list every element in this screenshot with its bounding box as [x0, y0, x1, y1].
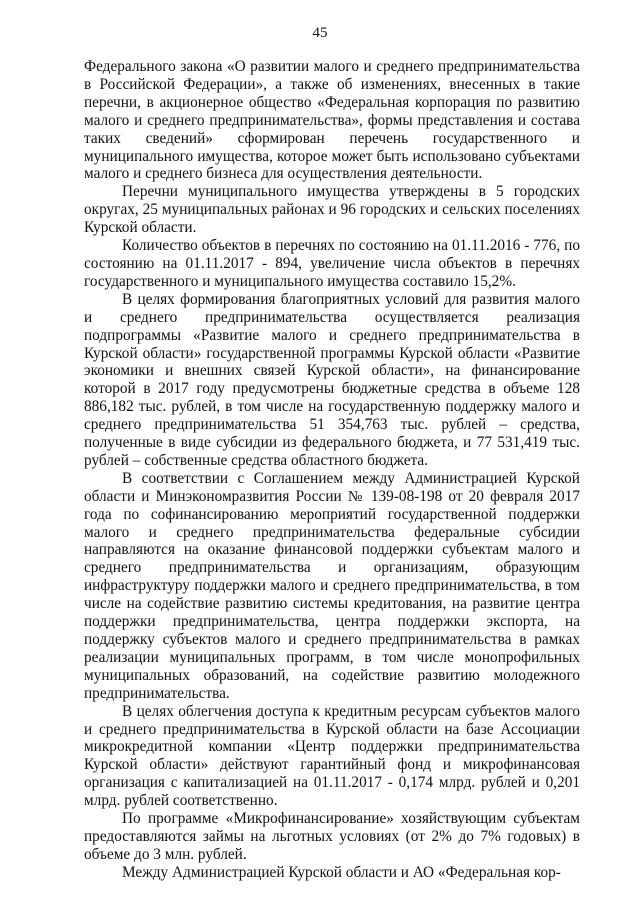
paragraph-4: В целях формирования благоприятных условий для развития малого и среднего предпринимательства осуществляется реализация подпрограммы «Развитие малого и среднего предпринимательства в Курской области» государственной программы Курской области «Развитие экономики и внешних связей Курской области», на финансирование которой в 2017 году предусмотрены бюджетные средства в объеме 128 886,182 тыс. рублей, в том числе на государственную поддержку малого и среднего предпринимательства 51 354,763 тыс. рублей – средства, полученные в виде субсидии из федерального бюджета, и 77 531,419 тыс. рублей – собственные средства областного бюджета.: [84, 290, 580, 469]
paragraph-7: По программе «Микрофинансирование» хозяйствующим субъектам предоставляются займы на льготных условиях (от 2% до 7% годовых) в объеме до 3 млн. рублей.: [84, 810, 580, 863]
paragraph-8: Между Администрацией Курской области и АО «Федеральная кор-: [122, 863, 561, 881]
paragraph-2: Перечни муниципального имущества утверждены в 5 городских округах, 25 муниципальных районах и 96 городских и сельских поселениях Курской области.: [84, 183, 580, 237]
paragraph-5: В соответствии с Соглашением между Администрацией Курской области и Минэкономразвития России № 139-08-198 от 20 февраля 2017 года по софинансированию мероприятий государственной поддержки малого и среднего предпринимательства федеральные субсидии направляются на оказание финансовой поддержки субъектам малого и среднего предпринимательства и организациям, образующим инфраструктуру поддержки малого и среднего предпринимательства, в том числе на содействие развитию системы кредитования, на развитие центра поддержки предпринимательства, центра поддержки экспорта, на поддержку субъектов малого и среднего предпринимательства в рамках реализации муниципальных программ, в том числе монопрофильных муниципальных образований, на содействие развитию молодежного предпринимательства.: [84, 469, 580, 702]
body-text: [84, 58, 580, 882]
paragraph-3: Количество объектов в перечнях по состоянию на 01.11.2016 - 776, по состоянию на 01.11.2017 - 894, увеличение числа объектов в перечнях государственного и муниципального имущества составило 15,2%.: [84, 237, 580, 290]
page-number: 45: [312, 25, 328, 41]
paragraph-1: Федерального закона «О развитии малого и среднего предпринимательства в Российской Федерации», а также об изменениях, внесенных в такие перечни, в акционерное общество «Федеральная корпорация по развитию малого и среднего предпринимательства», формы представления и состава таких сведений» сформирован перечень государственного и муниципального имущества, которое может быть использовано субъектами малого и среднего бизнеса для осуществления деятельности.: [84, 58, 580, 183]
paragraph-6: В целях облегчения доступа к кредитным ресурсам субъектов малого и среднего предпринимательства в Курской области на базе Ассоциации микрокредитной компании «Центр поддержки предпринимательства Курской области» действуют гарантийный фонд и микрофинансовая организация с капитализацией на 01.11.2017 - 0,174 млрд. рублей и 0,201 млрд. рублей соответственно.: [84, 702, 580, 810]
